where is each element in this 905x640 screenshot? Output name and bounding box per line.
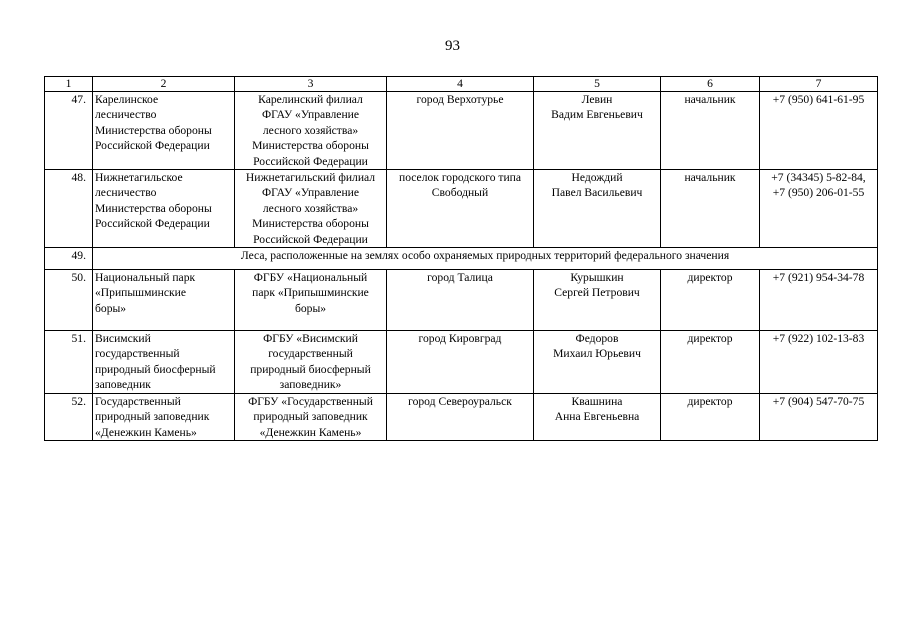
forestry-name: Нижнетагильское лесничество Министерства обороны Российской Федерации <box>93 170 235 248</box>
responsible-person: Федоров Михаил Юрьевич <box>534 331 661 394</box>
row-number: 49. <box>45 248 93 270</box>
row-number: 48. <box>45 170 93 248</box>
row-number: 52. <box>45 393 93 440</box>
row-number: 47. <box>45 92 93 170</box>
table-body <box>45 77 878 441</box>
responsible-person: Курышкин Сергей Петрович <box>534 270 661 331</box>
row-number: 51. <box>45 331 93 394</box>
organization: ФГБУ «Висимский государственный природный биосферный заповедник» <box>235 331 387 394</box>
responsible-person: Квашнина Анна Евгеньевна <box>534 393 661 440</box>
forestry-name: Висимский государственный природный биосферный заповедник <box>93 331 235 394</box>
forestry-contacts-table <box>44 76 878 441</box>
responsible-person: Недождий Павел Васильевич <box>534 170 661 248</box>
location: город Верхотурье <box>387 92 534 170</box>
organization: Карелинский филиал ФГАУ «Управление лесного хозяйства» Министерства обороны Российской Федерации <box>235 92 387 170</box>
section-row <box>45 248 878 270</box>
position: начальник <box>661 92 760 170</box>
forestry-name: Государственный природный заповедник «Денежкин Камень» <box>93 393 235 440</box>
phone: +7 (904) 547-70-75 <box>760 393 878 440</box>
forestry-name: Карелинское лесничество Министерства обороны Российской Федерации <box>93 92 235 170</box>
forestry-name: Национальный парк «Припышминские боры» <box>93 270 235 331</box>
organization: Нижнетагильский филиал ФГАУ «Управление лесного хозяйства» Министерства обороны Российской Федерации <box>235 170 387 248</box>
position: директор <box>661 393 760 440</box>
location: поселок городского типа Свободный <box>387 170 534 248</box>
section-title: Леса, расположенные на землях особо охраняемых природных территорий федерального значения <box>93 248 878 270</box>
position: начальник <box>661 170 760 248</box>
phone: +7 (34345) 5-82-84, +7 (950) 206-01-55 <box>760 170 878 248</box>
column-number-2: 2 <box>93 77 235 92</box>
table-row <box>45 270 878 331</box>
column-number-4: 4 <box>387 77 534 92</box>
column-number-1: 1 <box>45 77 93 92</box>
row-number: 50. <box>45 270 93 331</box>
phone: +7 (950) 641-61-95 <box>760 92 878 170</box>
table-row <box>45 170 878 248</box>
column-number-row <box>45 77 878 92</box>
column-number-5: 5 <box>534 77 661 92</box>
location: город Талица <box>387 270 534 331</box>
phone: +7 (922) 102-13-83 <box>760 331 878 394</box>
phone: +7 (921) 954-34-78 <box>760 270 878 331</box>
organization: ФГБУ «Государственный природный заповедник «Денежкин Камень» <box>235 393 387 440</box>
location: город Кировград <box>387 331 534 394</box>
column-number-3: 3 <box>235 77 387 92</box>
position: директор <box>661 331 760 394</box>
column-number-7: 7 <box>760 77 878 92</box>
position: директор <box>661 270 760 331</box>
location: город Североуральск <box>387 393 534 440</box>
page-number: 93 <box>445 38 460 54</box>
table-row <box>45 92 878 170</box>
column-number-6: 6 <box>661 77 760 92</box>
table-row <box>45 393 878 440</box>
organization: ФГБУ «Национальный парк «Припышминские боры» <box>235 270 387 331</box>
table-row <box>45 331 878 394</box>
responsible-person: Левин Вадим Евгеньевич <box>534 92 661 170</box>
